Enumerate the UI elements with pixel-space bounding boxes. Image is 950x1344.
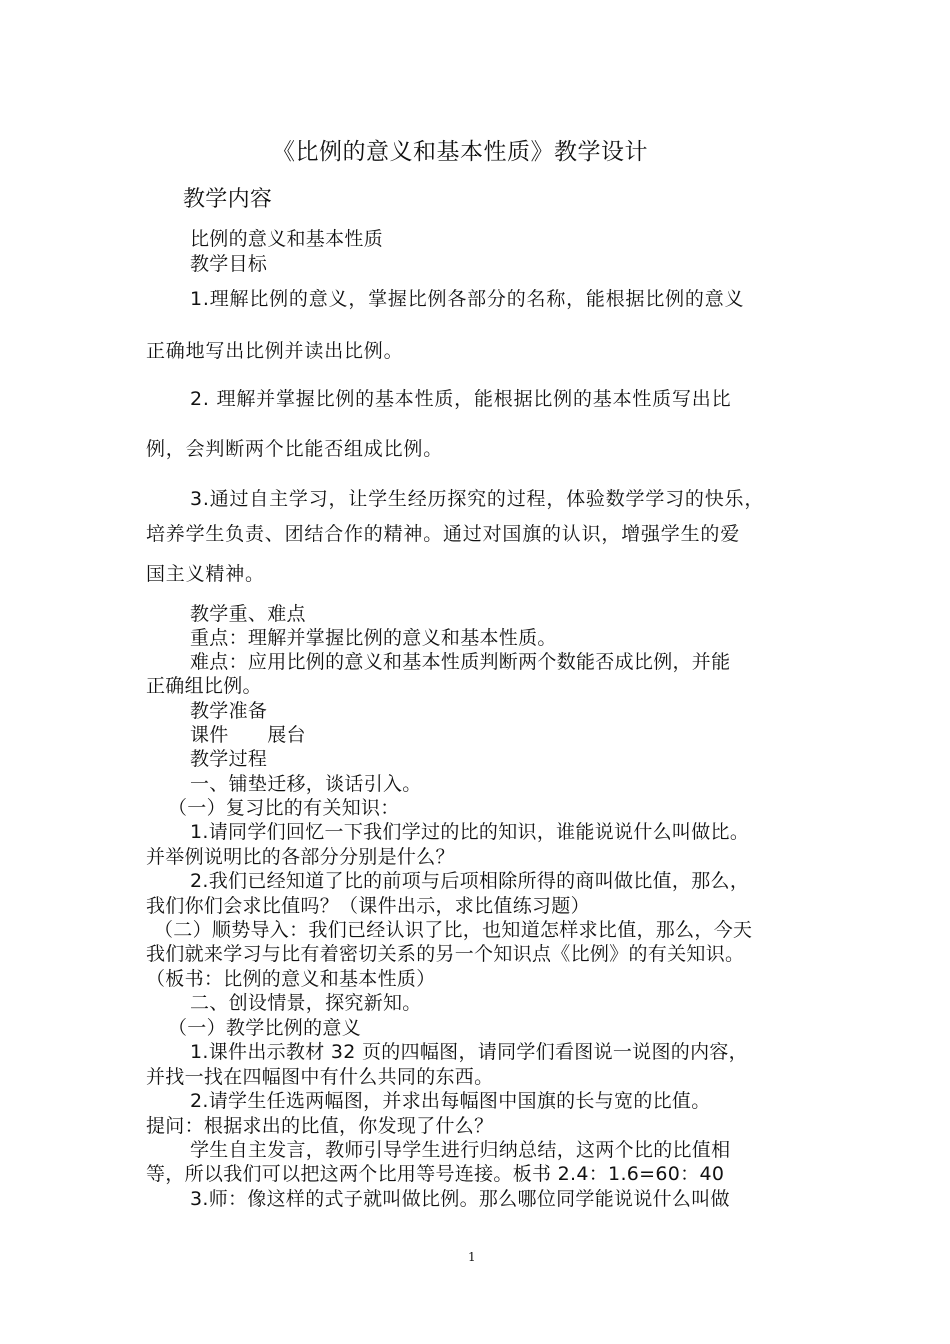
step-1-2-line-2: 我们就来学习与比有着密切关系的另一个知识点《比例》的有关知识。 [146, 943, 745, 965]
activity-3-line-1: 3.师：像这样的式子就叫做比例。那么哪位同学能说说什么叫做 [190, 1188, 730, 1210]
step-1: 一、铺垫迁移，谈话引入。 [190, 773, 422, 795]
document-title: 《比例的意义和基本性质》教学设计 [272, 139, 648, 165]
heading-process: 教学过程 [190, 748, 268, 770]
heading-teaching-content: 教学内容 [183, 187, 273, 212]
goal-2-line-2: 例，会判断两个比能否组成比例。 [146, 438, 444, 460]
activity-2-line-4: 等，所以我们可以把这两个比用等号连接。板书 2.4：1.6=60：40 [146, 1163, 725, 1185]
key-point: 重点：理解并掌握比例的意义和基本性质。 [190, 627, 557, 649]
difficulty-line-2: 正确组比例。 [146, 675, 262, 697]
heading-key-points: 教学重、难点 [190, 603, 306, 625]
activity-1-line-2: 并找一找在四幅图中有什么共同的东西。 [146, 1066, 494, 1088]
preparation-items: 课件 展台 [190, 724, 306, 746]
question-2-line-1: 2.我们已经知道了比的前项与后项相除所得的商叫做比值，那么， [190, 870, 750, 892]
question-1-line-2: 并举例说明比的各部分分别是什么？ [146, 846, 455, 868]
goal-2-line-1: 2. 理解并掌握比例的基本性质，能根据比例的基本性质写出比 [190, 388, 732, 410]
heading-teaching-goals: 教学目标 [190, 253, 268, 275]
question-1-line-1: 1.请同学们回忆一下我们学过的比的知识，谁能说说什么叫做比。 [190, 821, 750, 843]
content-text: 比例的意义和基本性质 [190, 228, 384, 250]
step-2-1: （一）教学比例的意义 [168, 1017, 362, 1039]
question-2-line-2: 我们你们会求比值吗？（课件出示，求比值练习题） [146, 895, 590, 917]
goal-3-line-2: 培养学生负责、团结合作的精神。通过对国旗的认识，增强学生的爱 [146, 523, 741, 545]
activity-2-line-2: 提问：根据求出的比值，你发现了什么？ [146, 1115, 494, 1137]
page-number: 1 [468, 1250, 476, 1264]
activity-2-line-1: 2.请学生任选两幅图，并求出每幅图中国旗的长与宽的比值。 [190, 1090, 711, 1112]
step-2: 二、创设情景，探究新知。 [190, 992, 422, 1014]
activity-2-line-3: 学生自主发言，教师引导学生进行归纳总结，这两个比的比值相 [190, 1139, 731, 1161]
difficulty-line-1: 难点：应用比例的意义和基本性质判断两个数能否成比例，并能 [190, 651, 731, 673]
step-1-2-line-3: （板书：比例的意义和基本性质） [146, 968, 436, 990]
step-1-1: （一）复习比的有关知识： [168, 797, 400, 819]
heading-preparation: 教学准备 [190, 700, 268, 722]
goal-3-line-1: 3.通过自主学习，让学生经历探究的过程，体验数学学习的快乐， [190, 488, 765, 510]
step-1-2-line-1: （二）顺势导入：我们已经认识了比，也知道怎样求比值，那么，今天 [154, 919, 753, 941]
goal-1-line-2: 正确地写出比例并读出比例。 [146, 340, 404, 362]
goal-1-line-1: 1.理解比例的意义，掌握比例各部分的名称，能根据比例的意义 [190, 288, 745, 310]
activity-1-line-1: 1.课件出示教材 32 页的四幅图，请同学们看图说一说图的内容， [190, 1041, 748, 1063]
goal-3-line-3: 国主义精神。 [146, 563, 265, 585]
